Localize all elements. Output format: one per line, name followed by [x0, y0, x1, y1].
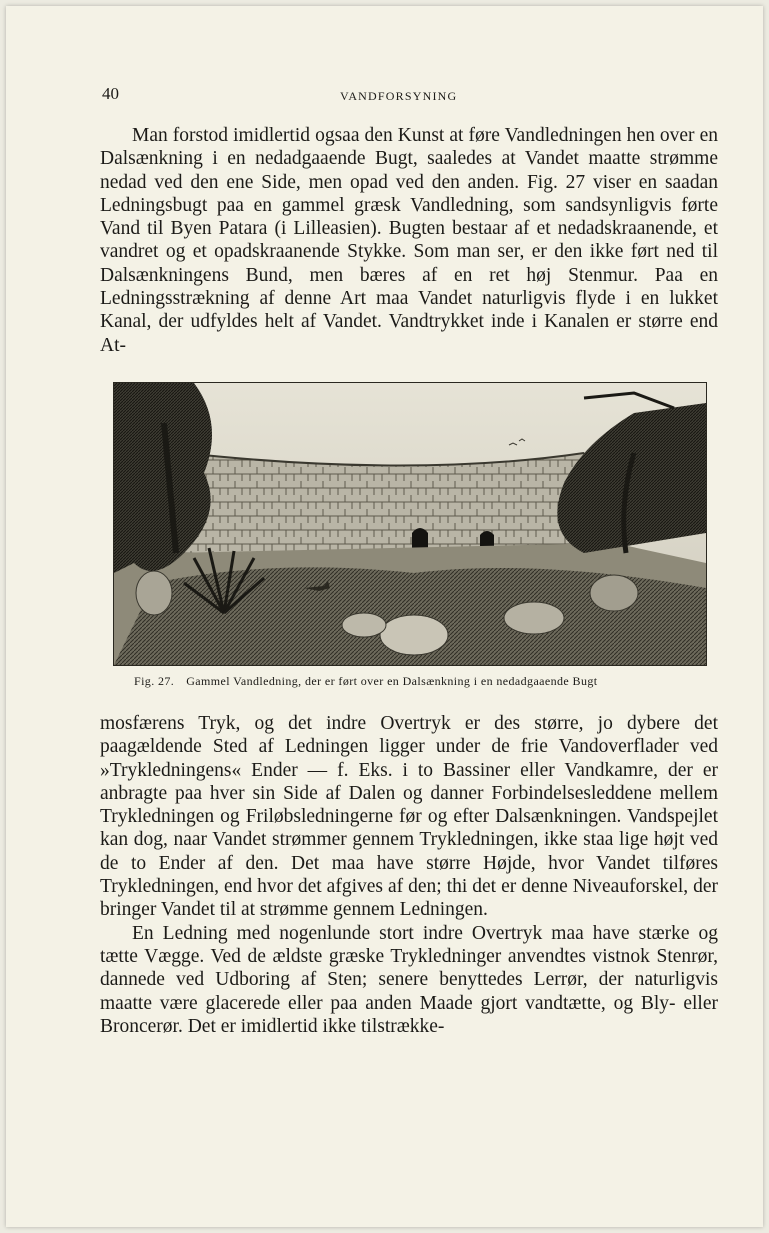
body-text-bottom — [100, 712, 718, 1038]
paragraph: Man forstod imidlertid ogsaa den Kunst at føre Vandledningen hen over en Dalsænkning i en nedadgaaende Bugt, saaledes at Vandet maatte strømme nedad ved den ene Side, men opad ved den anden. Fig. 27 viser en saadan Ledningsbugt paa en gammel græsk Vandledning, som sandsynligvis førte Vand til Byen Patara (i Lilleasien). Bugten bestaar af et nedadskraanende, et vandret og et opadskraanende Stykke. Som man ser, er den ikke ført ned til Dalsænkningens Bund, men bæres af en ret høj Stenmur. Paa en Ledningsstrækning af denne Art maa Vandet naturligvis flyde i en lukket Kanal, der udfyldes helt af Vandet. Vandtrykket inde i Kanalen er større end At- — [100, 125, 718, 356]
figure-illustration — [113, 382, 707, 666]
paragraph: En Ledning med nogenlunde stort indre Overtryk maa have stærke og tætte Vægge. Ved de ældste græske Trykledninger anvendtes vistnok Stenrør, dannede ved Udboring af Sten; senere benyttedes Lerrør, der naturligvis maatte være glacerede eller paa anden Maade gjort vandtætte, og Bly- eller Broncerør. Det er imidlertid ikke tilstrække- — [100, 922, 718, 1037]
engraving-aqueduct-wall — [114, 383, 706, 665]
page-number: 40 — [102, 84, 119, 103]
book-page — [6, 6, 763, 1227]
figure-label: Fig. 27. — [134, 674, 175, 688]
paragraph: mosfærens Tryk, og det indre Overtryk er des større, jo dybere det paagældende Sted af Ledningen ligger under de frie Vandoverflader ved »Trykledningens« Ender — f. Eks. i to Bassiner eller Vandkamre, der er anbragte paa hver sin Side af Dalen og danner Forbindelsesleddene mellem Trykledningen og Friløbsledningerne før og efter Dalsænkningen. Vandspejlet kan dog, naar Vandet strømmer gennem Trykledningen, ikke staa lige højt ved de to Ender af den. Det maa have større Højde, hvor Vandet tilføres Trykledningen, end hvor det afgives af den; thi det er denne Niveauforskel, der bringer Vandet til at strømme gennem Ledningen. — [100, 713, 718, 921]
running-head: VANDFORSYNING — [340, 89, 458, 103]
body-text-top — [100, 124, 718, 357]
figure-caption-text: Gammel Vandledning, der er ført over en Dalsænkning i en nedadgaaende Bugt — [186, 674, 598, 688]
figure-caption — [134, 674, 694, 689]
